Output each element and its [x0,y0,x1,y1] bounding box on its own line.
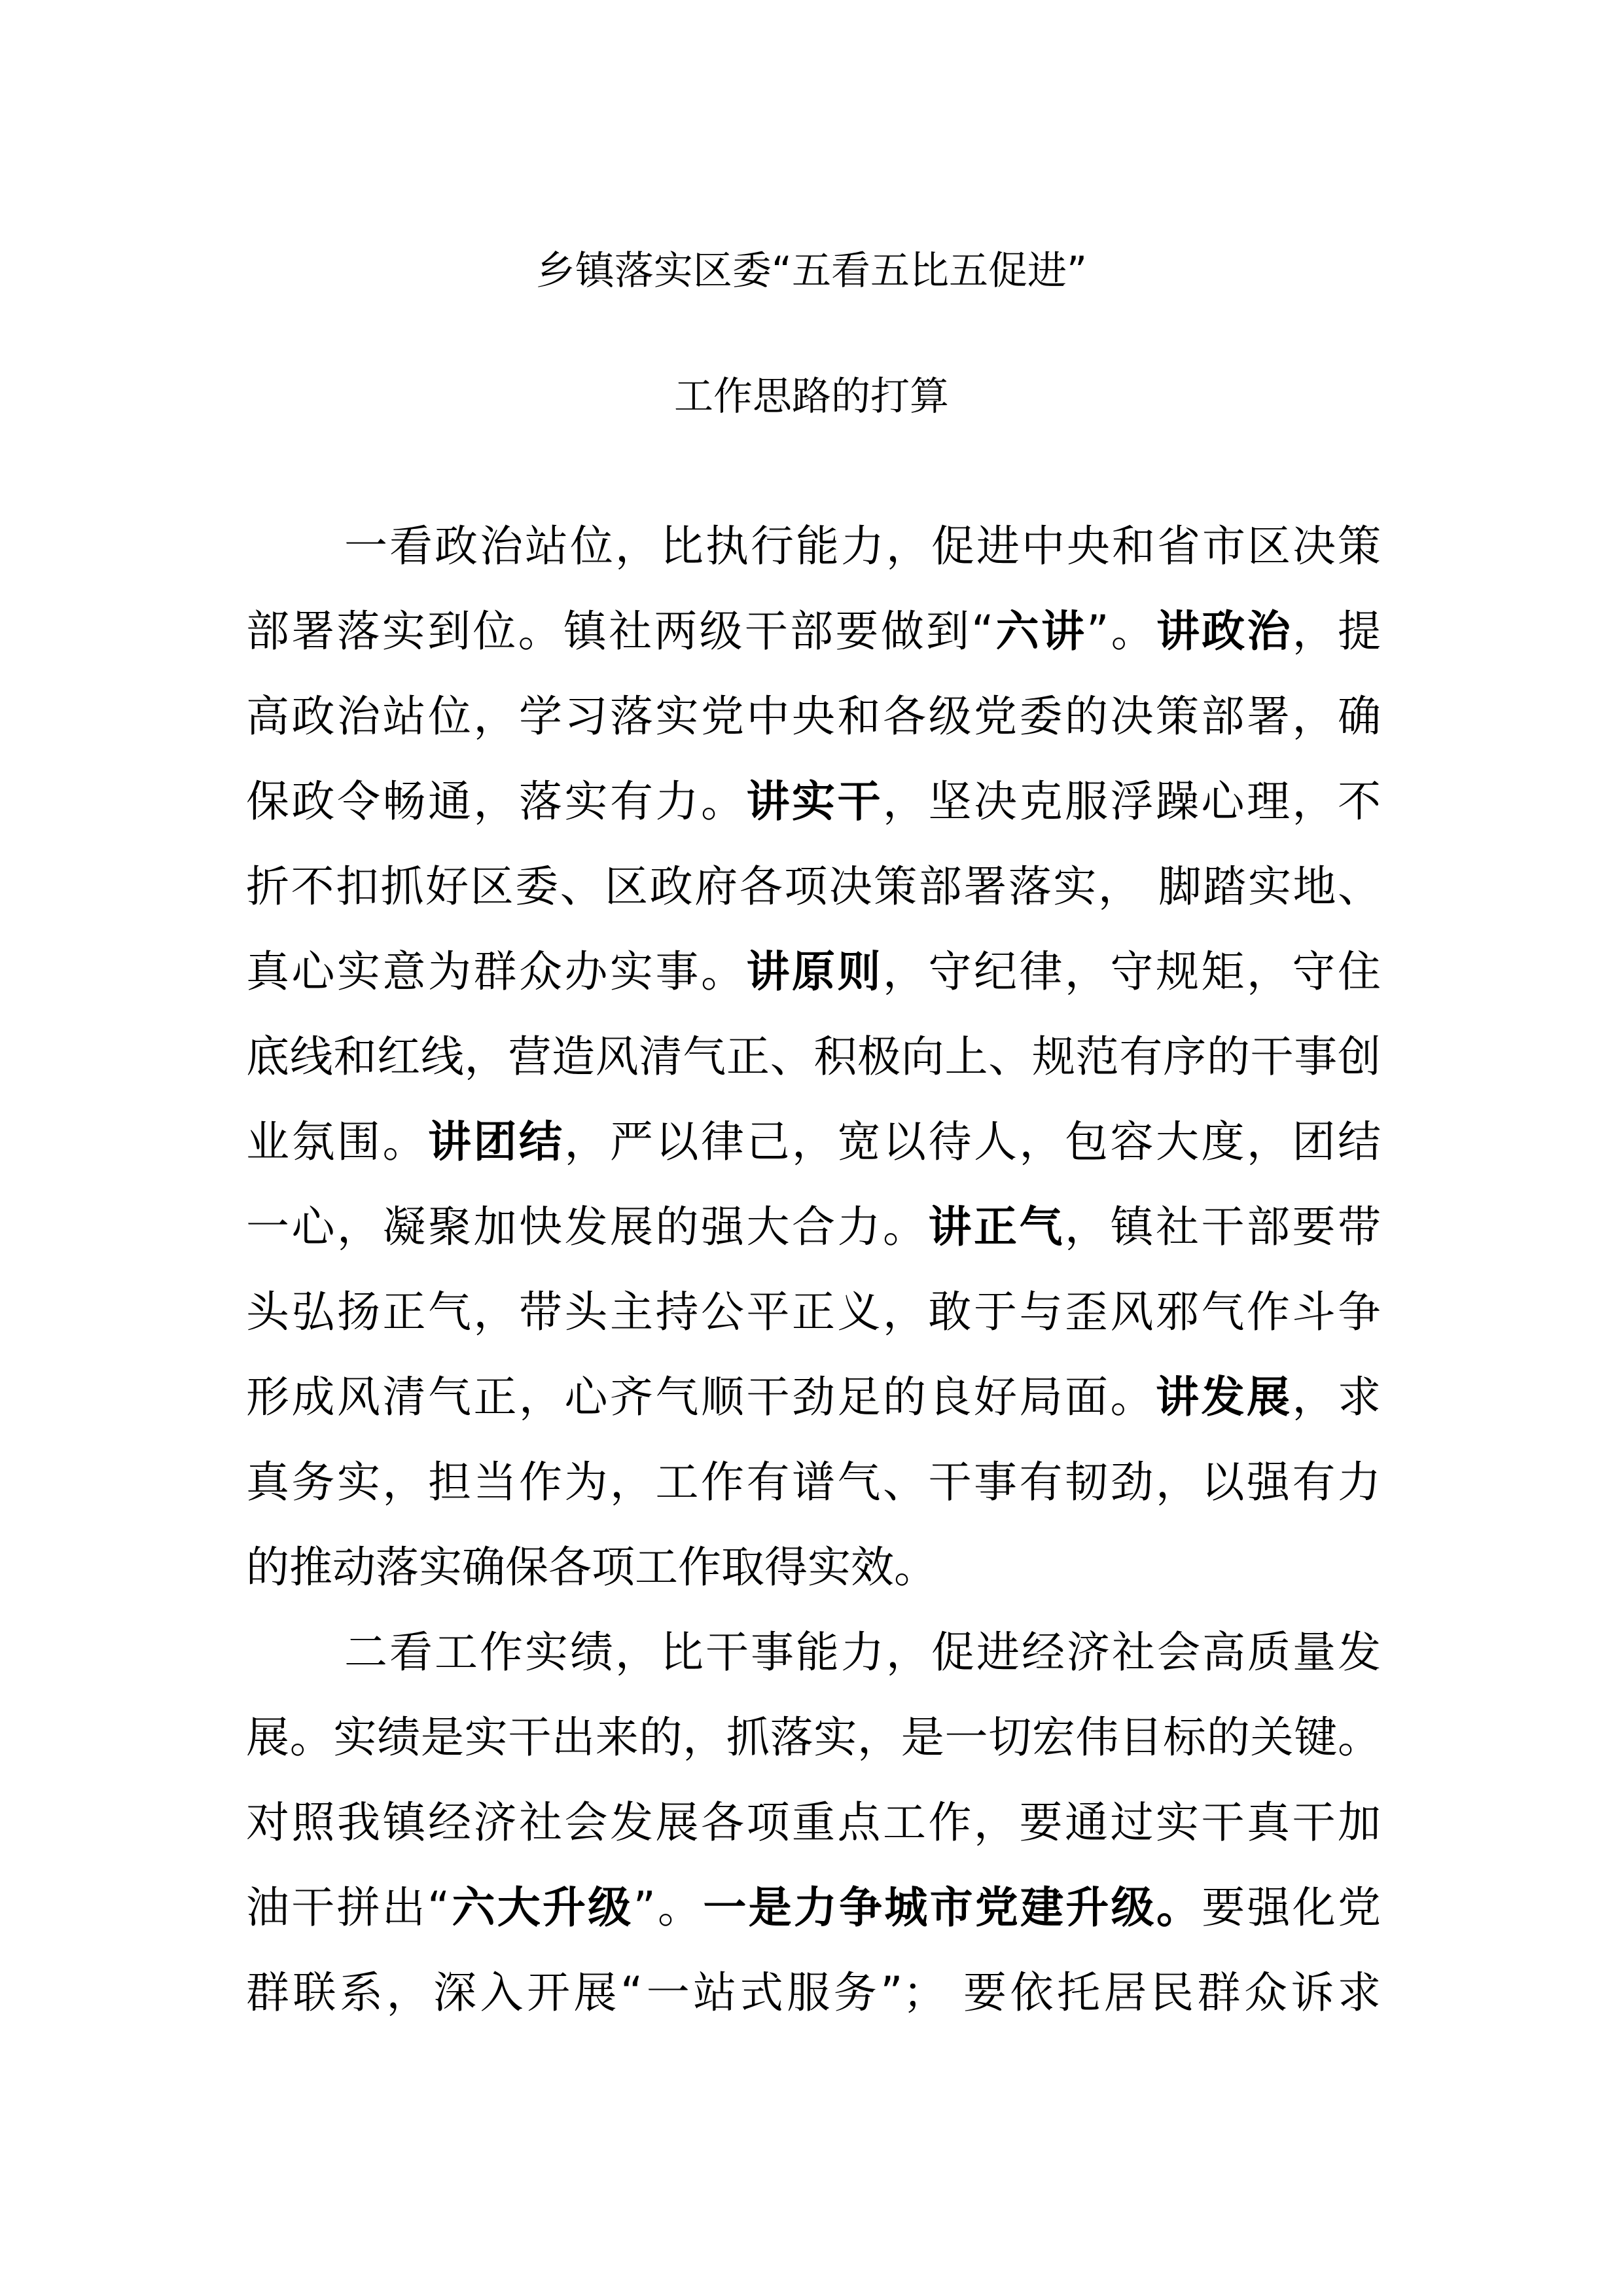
text-run: ”。 [633,1882,704,1933]
text-run: 真务实，担当作为，工作有谱气、干事有韧劲，以强有力 [246,1457,1381,1507]
text-run: ，严以律己，宽以待人，包容大度，团结 [564,1117,1381,1167]
text-run: ，求 [1292,1372,1381,1422]
text-run: 头弘扬正气，带头主持公平正义，敢于与歪风邪气作斗争 [246,1287,1381,1337]
text-run: 真心实意为群众办实事。 [246,946,747,997]
bold-keyword: 一是力争城市党建升级。 [703,1882,1202,1933]
text-run: 部署落实到位。镇社两级干部要做到“ [246,606,994,656]
text-run: ，提 [1292,606,1381,656]
paragraph-2 [246,1610,1381,2036]
bold-keyword: 讲团结 [428,1117,565,1167]
text-run: 群联系，深入开展“一站式服务”； 要依托居民群众诉求 [246,1967,1381,2018]
text-run: 对照我镇经济社会发展各项重点工作，要通过实干真干加 [246,1797,1381,1848]
text-run: 油干拼出“ [246,1882,450,1933]
text-run: 折不扣抓好区委、区政府各项决策部署落实， 脚踏实地、 [246,861,1381,912]
text-run: 要强化党 [1202,1882,1381,1933]
text-run: 一看政治站位，比执行能力，促进中央和省市区决策 [344,521,1381,571]
text-run: 展。实绩是实干出来的，抓落实，是一切宏伟目标的关键。 [246,1712,1381,1763]
document-title-line-1: 乡镇落实区委“五看五比五促进” [535,248,1088,294]
document-body [246,504,1381,2036]
text-line [246,1014,1381,1100]
bold-keyword: 讲正气 [928,1202,1065,1252]
bold-keyword: 六讲 [993,606,1087,656]
text-line [246,844,1381,929]
text-line [246,759,1381,844]
text-run: 保政令畅通，落实有力。 [246,776,747,827]
text-line [246,1780,1381,1865]
document-title-line-2: 工作思路的打算 [674,374,949,420]
text-run: 一心，凝聚加快发展的强大合力。 [246,1202,929,1252]
text-run: 高政治站位，学习落实党中央和各级党委的决策部署，确 [246,691,1381,742]
text-run: ”。 [1086,606,1156,656]
bold-keyword: 讲发展 [1156,1372,1293,1422]
text-run: ，坚决克服浮躁心理，不 [883,776,1381,827]
text-line [246,1440,1381,1525]
bold-keyword: 讲政治 [1156,606,1293,656]
text-line [246,1185,1381,1270]
text-run: ，守纪律，守规矩，守住 [883,946,1381,997]
text-line [246,674,1381,759]
text-run: 底线和红线，营造风清气正、积极向上、规范有序的干事创 [246,1031,1381,1082]
text-line [246,1610,1381,1695]
text-line [246,1100,1381,1185]
text-line [246,1695,1381,1780]
text-run: ，镇社干部要带 [1065,1202,1381,1252]
text-line [246,1270,1381,1355]
bold-keyword: 讲原则 [746,946,883,997]
text-line [246,1950,1381,2036]
text-run: 二看工作实绩，比干事能力，促进经济社会高质量发 [344,1627,1381,1677]
bold-keyword: 六大升级 [450,1882,633,1933]
text-line [246,589,1381,674]
text-line [246,504,1381,589]
paragraph-1 [246,504,1381,1610]
text-run: 的推动落实确保各项工作取得实效。 [246,1542,937,1592]
text-line [246,1355,1381,1440]
text-run: 业氛围。 [246,1117,428,1167]
text-line [246,1525,1381,1610]
text-line [246,929,1381,1014]
text-run: 形成风清气正，心齐气顺干劲足的良好局面。 [246,1372,1156,1422]
text-line [246,1865,1381,1950]
bold-keyword: 讲实干 [746,776,883,827]
